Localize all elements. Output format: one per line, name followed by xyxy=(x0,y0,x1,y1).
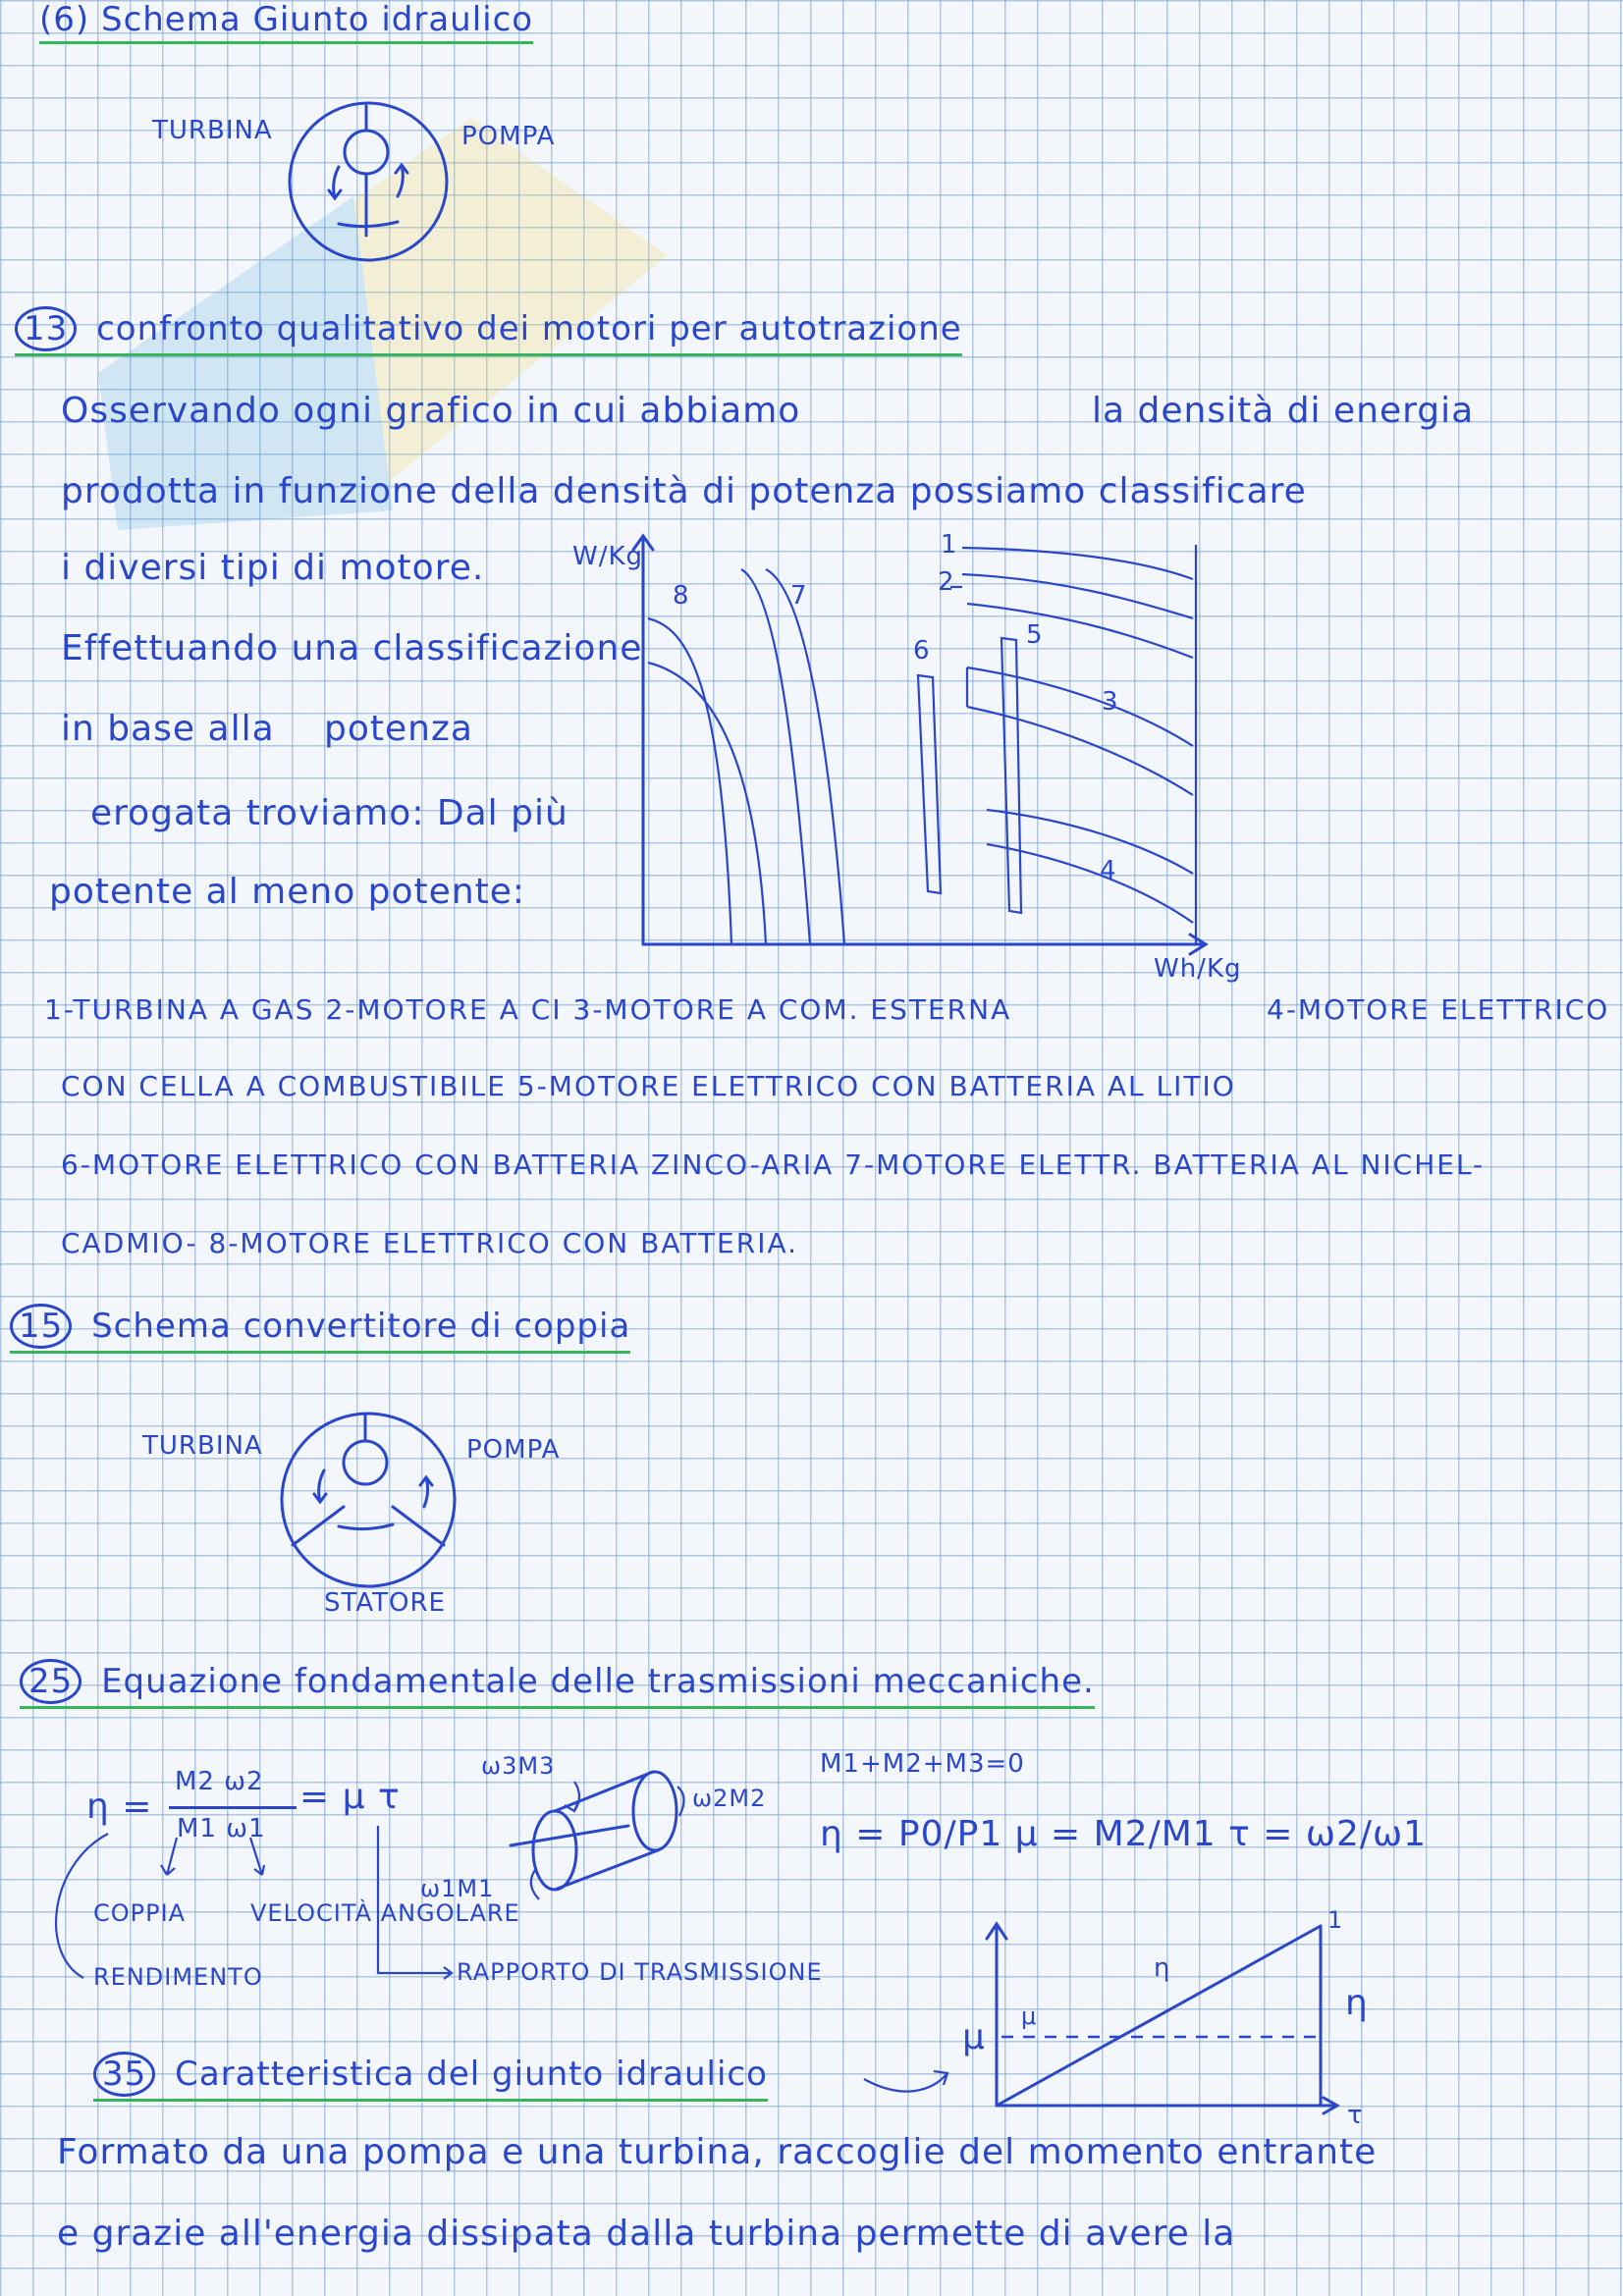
s13-line-5b: potenza xyxy=(324,709,473,749)
s15-label-statore: STATORE xyxy=(324,1588,446,1618)
section-6-title: Schema Giunto idraulico xyxy=(100,0,534,39)
s13-line-5a: in base alla xyxy=(61,709,275,749)
s25-label-velocita: VELOCITÀ ANGOLARE xyxy=(250,1899,520,1927)
s13-legend-4: CADMIO- 8-MOTORE ELETTRICO CON BATTERIA. xyxy=(61,1227,799,1259)
s35-line-2: e grazie all'energia dissipata dalla turbina permette di avere la xyxy=(57,2214,1236,2254)
s25-sum-equation: M1+M2+M3=0 xyxy=(820,1749,1025,1779)
s25-eq-numerator: M2 ω2 xyxy=(175,1767,264,1796)
chart1-x-label: Wh/Kg xyxy=(1154,954,1242,984)
s25-label-coppia: COPPIA xyxy=(93,1899,187,1927)
chart2-y-label: μ xyxy=(962,2017,986,2057)
chart2-x-end-label: 1 xyxy=(1327,1906,1344,1934)
s6-label-turbina: TURBINA xyxy=(152,116,273,145)
section-25-title: Equazione fondamentale delle trasmissioni meccaniche. xyxy=(101,1662,1095,1701)
chart1-label-8: 8 xyxy=(673,581,690,611)
section-35-heading xyxy=(93,2052,768,2102)
section-13-title: confronto qualitativo dei motori per autotrazione xyxy=(96,309,962,348)
s25-eq-eta: η = xyxy=(86,1787,153,1827)
section-15-number: 15 xyxy=(10,1304,72,1349)
s13-legend-1: 1-TURBINA A GAS 2-MOTORE A CI 3-MOTORE A COM. ESTERNA xyxy=(44,993,1012,1026)
chart1-label-5: 5 xyxy=(1026,620,1044,650)
chart1-y-label: W/Kg xyxy=(572,542,644,571)
section-15-title: Schema convertitore di coppia xyxy=(91,1307,631,1346)
section-25-number: 25 xyxy=(20,1659,81,1704)
s13-line-6: erogata troviamo: Dal più xyxy=(90,793,568,833)
section-6-number: (6) xyxy=(39,0,90,39)
s13-legend-3: 6-MOTORE ELETTRICO CON BATTERIA ZINCO-ARIA 7-MOTORE ELETTR. BATTERIA AL NICHEL- xyxy=(61,1148,1486,1181)
section-13-number: 13 xyxy=(15,306,77,351)
section-35-number: 35 xyxy=(93,2052,155,2097)
s15-label-turbina: TURBINA xyxy=(142,1431,263,1461)
s25-label-rendimento: RENDIMENTO xyxy=(93,1963,263,1991)
s13-line-7: potente al meno potente: xyxy=(49,872,526,912)
s13-line-4: Effettuando una classificazione xyxy=(61,628,643,668)
chart2-mu-marker: μ xyxy=(1021,2002,1038,2030)
s35-line-1: Formato da una pompa e una turbina, raccoglie del momento entrante xyxy=(57,2132,1378,2172)
s13-legend-2: CON CELLA A COMBUSTIBILE 5-MOTORE ELETTRICO CON BATTERIA AL LITIO xyxy=(61,1070,1236,1102)
s25-eq-right: = μ τ xyxy=(299,1777,401,1817)
s25-label-rapporto: RAPPORTO DI TRASMISSIONE xyxy=(457,1958,823,1986)
s13-legend-1b: 4-MOTORE ELETTRICO xyxy=(1267,993,1610,1026)
chart1-label-2: 2 xyxy=(938,567,955,597)
chart1-label-7: 7 xyxy=(790,581,808,611)
chart2-eta-marker: η xyxy=(1154,1953,1171,1983)
section-35-title: Caratteristica del giunto idraulico xyxy=(175,2055,768,2094)
chart1-label-6: 6 xyxy=(913,636,931,666)
s25-cyl-label-top: ω3M3 xyxy=(481,1752,556,1780)
s13-line-1b: la densità di energia xyxy=(1092,391,1475,431)
s15-label-pompa: POMPA xyxy=(466,1435,561,1465)
s6-label-pompa: POMPA xyxy=(461,122,556,151)
chart2-right-label: η xyxy=(1345,1983,1369,2023)
s25-equation-2: η = P0/P1 μ = M2/M1 τ = ω2/ω1 xyxy=(820,1814,1428,1854)
chart1-label-3: 3 xyxy=(1102,687,1119,717)
s25-eq-denominator: M1 ω1 xyxy=(177,1814,266,1843)
s13-line-2: prodotta in funzione della densità di potenza possiamo classificare xyxy=(61,471,1307,511)
chart1-label-1: 1 xyxy=(941,530,958,560)
chart1-label-4: 4 xyxy=(1100,856,1117,885)
s13-line-1a: Osservando ogni grafico in cui abbiamo xyxy=(61,391,801,431)
s25-cyl-label-right: ω2M2 xyxy=(692,1785,767,1812)
s25-cyl-label-bottom: ω1M1 xyxy=(420,1875,495,1902)
chart2-x-label: τ xyxy=(1347,2101,1364,2130)
s13-line-3: i diversi tipi di motore. xyxy=(61,548,485,588)
